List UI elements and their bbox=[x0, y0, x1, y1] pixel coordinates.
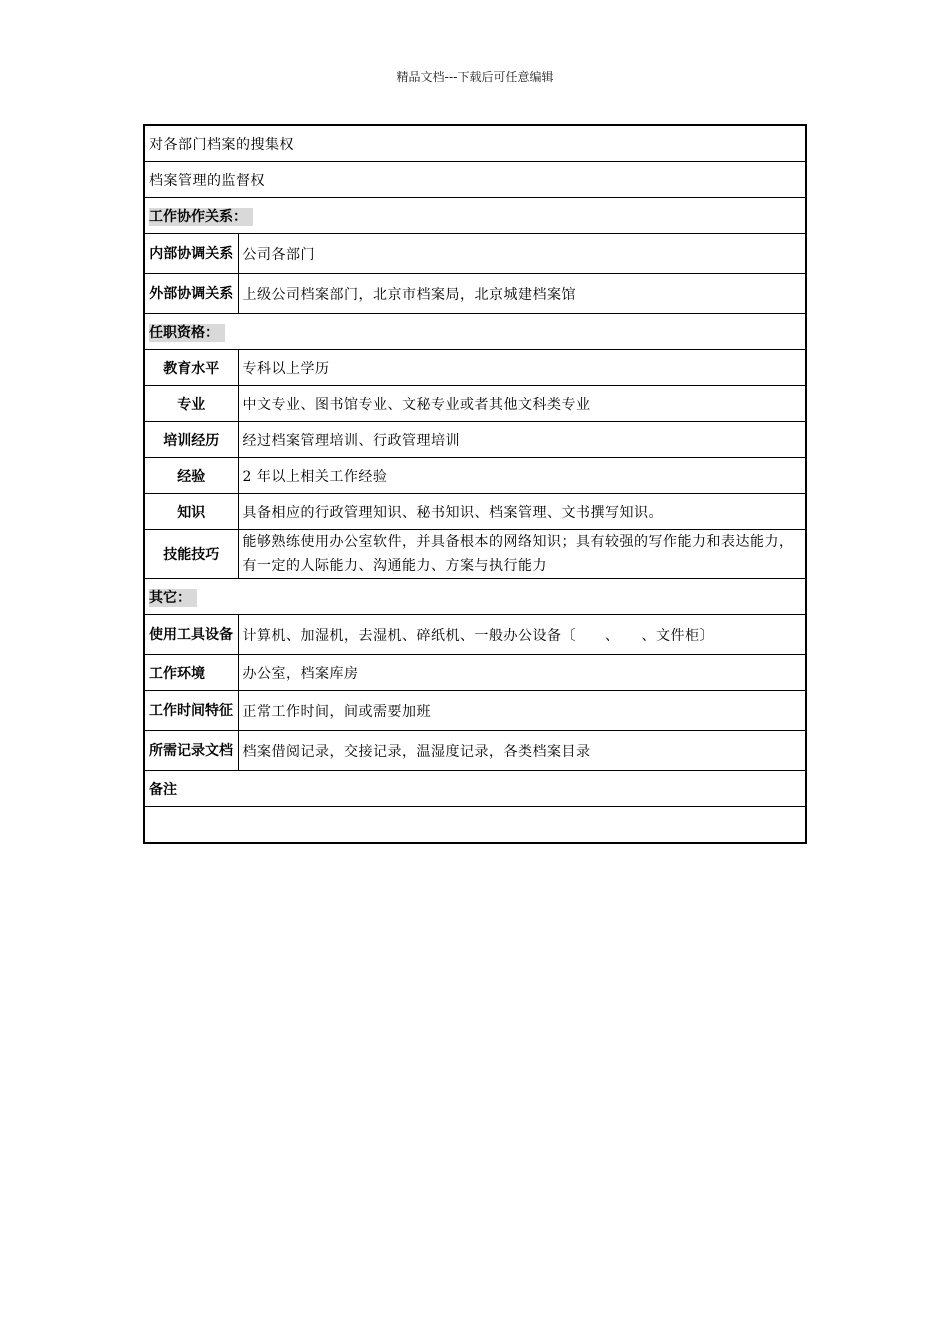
field-label: 教育水平 bbox=[144, 350, 238, 386]
field-label: 所需记录文档 bbox=[144, 731, 238, 771]
section-row bbox=[144, 198, 806, 234]
page-header: 精品文档---下载后可任意编辑 bbox=[396, 70, 554, 84]
field-value: 上级公司档案部门，北京市档案局，北京城建档案馆 bbox=[238, 274, 806, 314]
table-row bbox=[144, 458, 806, 494]
table-row bbox=[144, 655, 806, 691]
field-value: 中文专业、图书馆专业、文秘专业或者其他文科类专业 bbox=[238, 386, 806, 422]
section-title-qualifications: 任职资格： bbox=[149, 324, 225, 342]
field-value: 计算机、加湿机，去湿机、碎纸机、一般办公设备〔 、 、文件柜〕 bbox=[238, 615, 806, 655]
field-label: 工作时间特征 bbox=[144, 691, 238, 731]
field-label: 内部协调关系 bbox=[144, 234, 238, 274]
field-value: 2 年以上相关工作经验 bbox=[238, 458, 806, 494]
section-title-remarks: 备注 bbox=[144, 771, 806, 807]
right-item: 档案管理的监督权 bbox=[144, 162, 806, 198]
section-row bbox=[144, 314, 806, 350]
field-value: 公司各部门 bbox=[238, 234, 806, 274]
field-label: 经验 bbox=[144, 458, 238, 494]
rights-row bbox=[144, 162, 806, 198]
section-title-other: 其它： bbox=[149, 589, 197, 607]
field-label: 外部协调关系 bbox=[144, 274, 238, 314]
right-item: 对各部门档案的搜集权 bbox=[144, 125, 806, 162]
section-row bbox=[144, 771, 806, 807]
section-title-cooperation: 工作协作关系： bbox=[149, 208, 253, 226]
table-row bbox=[144, 691, 806, 731]
remarks-value bbox=[144, 807, 806, 844]
table-row bbox=[144, 530, 806, 579]
field-label: 培训经历 bbox=[144, 422, 238, 458]
table-row bbox=[144, 731, 806, 771]
field-value: 办公室，档案库房 bbox=[238, 655, 806, 691]
remarks-row bbox=[144, 807, 806, 844]
rights-row bbox=[144, 125, 806, 162]
field-label: 专业 bbox=[144, 386, 238, 422]
table-row bbox=[144, 274, 806, 314]
field-value: 能够熟练使用办公室软件，并具备根本的网络知识；具有较强的写作能力和表达能力，有一定的人际能力、沟通能力、方案与执行能力 bbox=[238, 530, 806, 579]
table-row bbox=[144, 350, 806, 386]
job-description-table bbox=[143, 124, 807, 844]
field-label: 工作环境 bbox=[144, 655, 238, 691]
field-value: 具备相应的行政管理知识、秘书知识、档案管理、文书撰写知识。 bbox=[238, 494, 806, 530]
field-value: 经过档案管理培训、行政管理培训 bbox=[238, 422, 806, 458]
table-row bbox=[144, 422, 806, 458]
field-value: 档案借阅记录，交接记录，温湿度记录，各类档案目录 bbox=[238, 731, 806, 771]
field-label: 知识 bbox=[144, 494, 238, 530]
table-row bbox=[144, 386, 806, 422]
table-row bbox=[144, 615, 806, 655]
field-value: 专科以上学历 bbox=[238, 350, 806, 386]
field-label: 技能技巧 bbox=[144, 530, 238, 579]
field-label: 使用工具设备 bbox=[144, 615, 238, 655]
table-row bbox=[144, 494, 806, 530]
section-row bbox=[144, 579, 806, 615]
field-value: 正常工作时间，间或需要加班 bbox=[238, 691, 806, 731]
table-row bbox=[144, 234, 806, 274]
